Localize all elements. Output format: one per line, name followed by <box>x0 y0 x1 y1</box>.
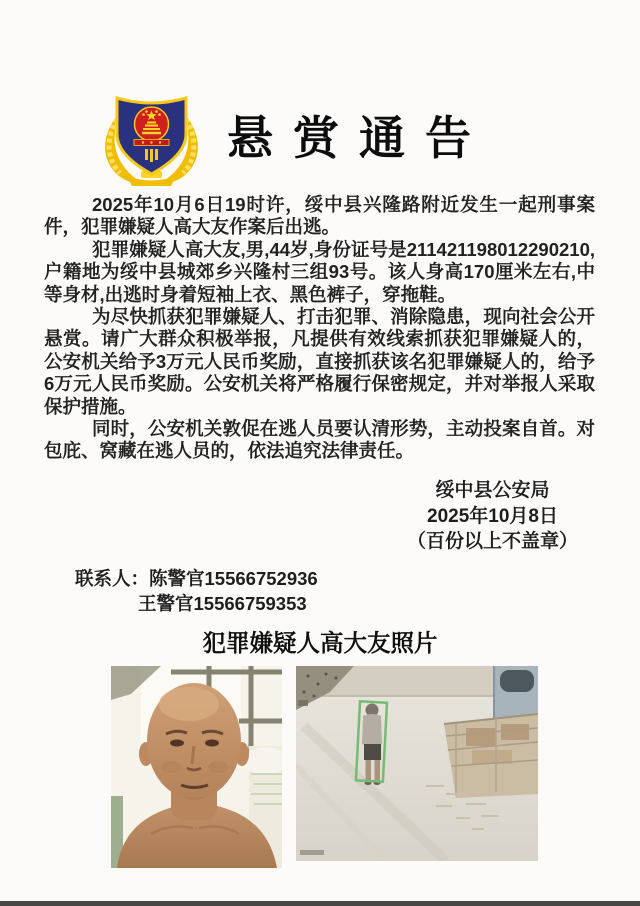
photos-caption: 犯罪嫌疑人高大友照片 <box>202 630 438 656</box>
paragraph-warning: 同时，公安机关敦促在逃人员要认清形势，主动投案自首。对包庇、窝藏在逃人员的，依法追究法律责任。 <box>44 418 595 462</box>
signature-block <box>407 478 578 555</box>
suspect-portrait-photo <box>111 666 282 868</box>
stamp-note: （百份以上不盖章） <box>406 531 578 552</box>
contact-phone-1: 陈警官15566752936 <box>149 568 318 589</box>
issue-date: 2025年10月8日 <box>427 505 558 527</box>
notice-body <box>44 194 595 463</box>
paragraph-incident: 2025年10月6日19时许，绥中县兴隆路附近发生一起刑事案件，犯罪嫌疑人高大友作案后出逃。 <box>44 194 595 238</box>
contact-line-1 <box>75 566 318 591</box>
cart-pile <box>444 714 538 798</box>
national-emblem <box>135 107 169 141</box>
contact-info <box>75 566 318 616</box>
contact-line-2 <box>75 591 318 616</box>
cctv-footage-photo <box>296 666 538 861</box>
issuing-agency: 绥中县公安局 <box>435 480 550 501</box>
bottom-edge-bar <box>0 901 640 906</box>
document-header <box>100 84 491 192</box>
timestamp-smudge <box>300 850 324 855</box>
paragraph-suspect-info: 犯罪嫌疑人高大友,男,44岁,身份证号是211421198012290210,户籍地为绥中县城郊乡兴隆村三组93号。该人身高170厘米左右,中等身材,出逃时身着短袖上衣、黑色裤子，穿拖鞋。 <box>44 238 595 305</box>
contact-phone-2: 王警官15566759353 <box>138 593 307 614</box>
suspect-photos-row <box>0 666 640 868</box>
contact-label: 联系人： <box>75 568 150 589</box>
police-badge-icon <box>100 89 203 187</box>
paragraph-reward: 为尽快抓获犯罪嫌疑人、打击犯罪、消除隐患，现向社会公开悬赏。请广大群众积极举报，凡提供有效线索抓获犯罪嫌疑人的，公安机关给予3万元人民币奖励，直接抓获该名犯罪嫌疑人的，给予6万元人民币奖励。公安机关将严格履行保密规定，并对举报人采取保护措施。 <box>44 306 595 417</box>
document-title: 悬赏通告 <box>227 110 491 165</box>
